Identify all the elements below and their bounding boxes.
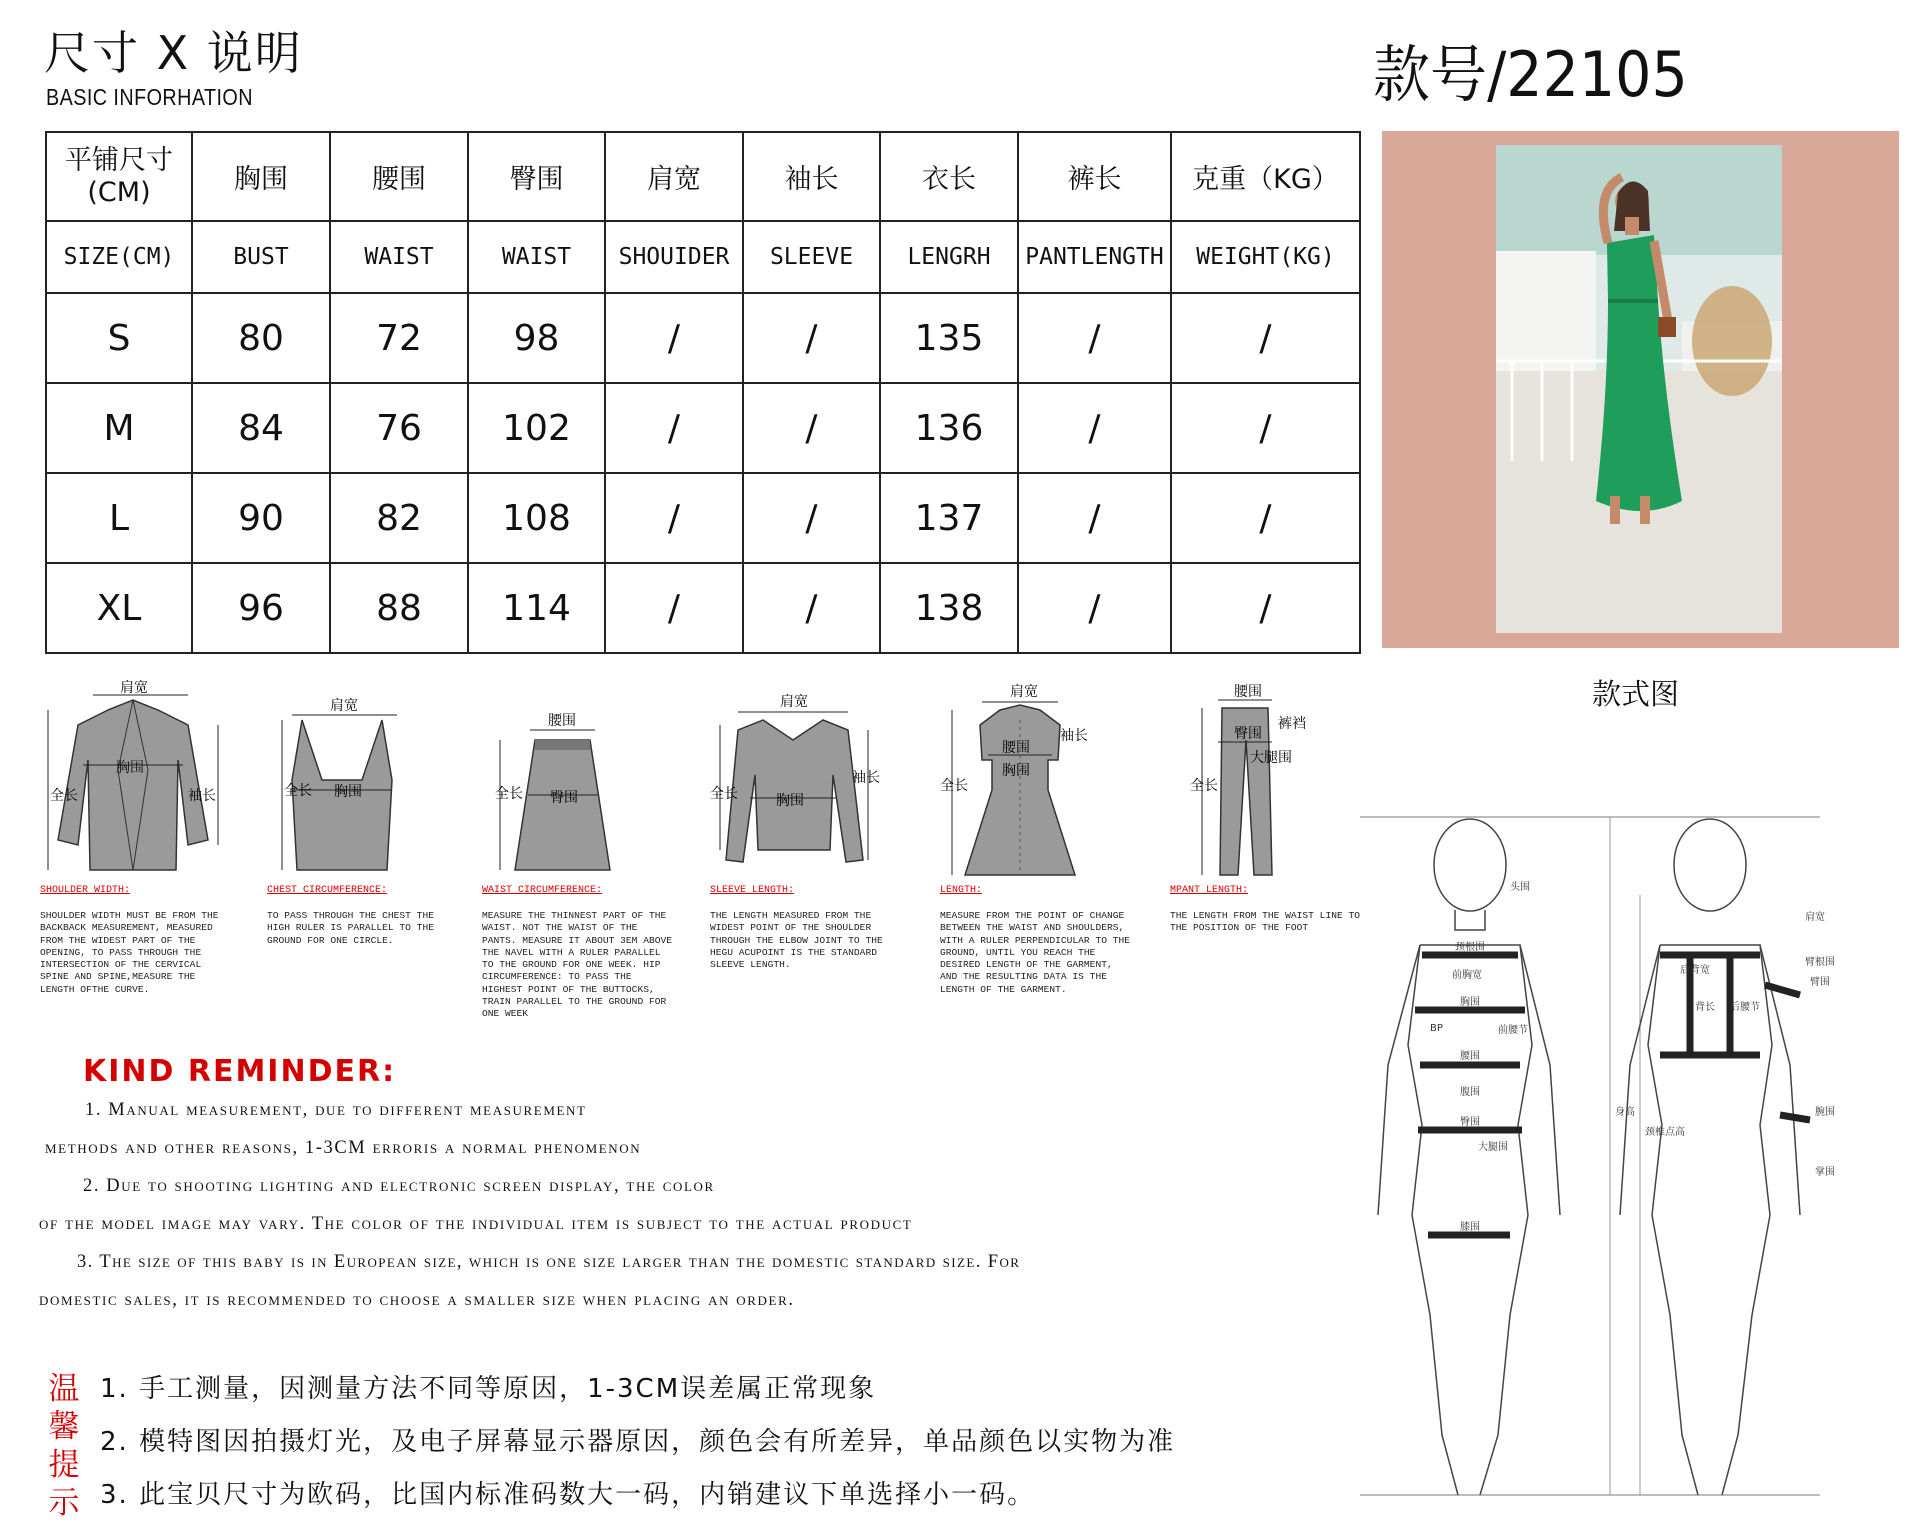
- size-label-cell: L: [46, 473, 192, 563]
- measurement-cell: 108: [468, 473, 605, 563]
- garment-description: THE LENGTH FROM THE WAIST LINE TO THE POSITION OF THE FOOT: [1170, 910, 1360, 934]
- garment-description: TO PASS THROUGH THE CHEST THE HIGH RULER IS PARALLEL TO THE GROUND FOR ONE CIRCLE.: [267, 910, 434, 946]
- reminder-line: 1. Manual measurement, due to different measurement: [85, 1100, 587, 1120]
- body-label: 头围: [1510, 882, 1530, 893]
- table-row: [46, 473, 1360, 563]
- garment-label: 肩宽: [780, 694, 808, 710]
- header-cell-cn: 袖长: [743, 132, 880, 221]
- garment-jacket-diagram: [38, 680, 233, 880]
- body-label: 腰围: [1460, 1051, 1480, 1062]
- garment-label: 裤裆: [1278, 716, 1306, 732]
- measurement-cell: 96: [192, 563, 330, 653]
- garment-label: 腰围: [1234, 684, 1262, 700]
- garment-skirt-diagram: [480, 680, 640, 880]
- body-label: 后腰节: [1730, 1002, 1760, 1013]
- garment-label: 臀围: [1234, 726, 1262, 742]
- garment-label: 大腿围: [1250, 750, 1292, 766]
- header-cell-en: BUST: [192, 221, 330, 293]
- garment-description: MEASURE FROM THE POINT OF CHANGE BETWEEN THE WAIST AND SHOULDERS, WITH A RULER PERPENDICULAR TO THE GROUND, UNTIL YOU REACH THE DESIRED LENGTH OF THE GARMENT, AND THE RESULTING DATA IS THE LENGTH OF THE GARMENT.: [940, 910, 1130, 995]
- measurement-cell: 136: [880, 383, 1018, 473]
- header-cell-cn: 腰围: [330, 132, 468, 221]
- measurement-cell: /: [743, 563, 880, 653]
- garment-label: 全长: [940, 778, 968, 794]
- size-label-cell: XL: [46, 563, 192, 653]
- table-header-cn: [46, 132, 1360, 221]
- measurement-cell: 137: [880, 473, 1018, 563]
- warm-tips-char: 馨: [48, 1409, 80, 1445]
- table-row: [46, 383, 1360, 473]
- measurement-cell: 80: [192, 293, 330, 383]
- garment-label: 胸围: [334, 784, 362, 800]
- warm-tips-char: 提: [48, 1447, 80, 1483]
- reminder-line: of the model image may vary. The color of the individual item is subject to the actual product: [39, 1214, 913, 1234]
- garment-pants-diagram: [1190, 680, 1320, 880]
- page-title-en: BASIC INFORHATION: [46, 84, 253, 110]
- garment-dress-diagram: [940, 680, 1100, 880]
- garment-title: WAIST CIRCUMFERENCE:: [482, 885, 603, 896]
- body-label: 前腰节: [1498, 1025, 1528, 1036]
- body-label: 腹围: [1460, 1087, 1480, 1098]
- measurement-cell: 102: [468, 383, 605, 473]
- garment-label: 全长: [284, 783, 312, 799]
- measurement-cell: /: [1171, 473, 1360, 563]
- measurement-cell: 76: [330, 383, 468, 473]
- dress-icon: [940, 680, 1100, 880]
- measurement-cell: /: [1171, 563, 1360, 653]
- reminder-line: methods and other reasons, 1-3CM erroris a normal phenomenon: [45, 1138, 642, 1158]
- body-label: 臀围: [1460, 1117, 1480, 1128]
- header-cell-cn: 胸围: [192, 132, 330, 221]
- garment-label: 全长: [50, 788, 78, 804]
- body-label: BP: [1430, 1023, 1443, 1034]
- garment-title: LENGTH:: [940, 885, 983, 896]
- table-header-en: [46, 221, 1360, 293]
- garment-title: SHOULDER WIDTH:: [40, 885, 131, 896]
- garment-label: 袖长: [188, 788, 216, 804]
- header-cell-en: PANTLENGTH: [1018, 221, 1171, 293]
- header-cell-cn: 肩宽: [605, 132, 743, 221]
- measurement-cell: /: [743, 383, 880, 473]
- body-label: 颈椎点高: [1645, 1127, 1685, 1138]
- garment-label: 全长: [710, 786, 738, 802]
- measurement-cell: /: [1018, 563, 1171, 653]
- measurement-cell: /: [1018, 293, 1171, 383]
- measurement-cell: /: [743, 293, 880, 383]
- garment-label: 臀围: [550, 790, 578, 806]
- garment-label: 腰围: [1002, 740, 1030, 756]
- body-label: 肩宽: [1805, 912, 1825, 923]
- body-label: 背长: [1695, 1002, 1715, 1013]
- garment-description: THE LENGTH MEASURED FROM THE WIDEST POINT OF THE SHOULDER THROUGH THE ELBOW JOINT TO THE HEGU ACUPOINT IS THE STANDARD SLEEVE LENGTH.: [710, 910, 883, 971]
- cn-reminder-line: 2. 模特图因拍摄灯光，及电子屏幕显示器原因，颜色会有所差异，单品颜色以实物为准: [100, 1427, 1176, 1457]
- garment-description: SHOULDER WIDTH MUST BE FROM THE BACKBACK MEASUREMENT, MEASURED FROM THE WIDEST PART OF THE OPENING, TO PASS THROUGH THE INTERSECTION OF THE CERVICAL SPINE AND SPINE,MEASURE THE LENGTH OFTHE CURVE.: [40, 910, 219, 995]
- garment-label: 全长: [1190, 778, 1218, 794]
- body-label: 掌围: [1815, 1167, 1835, 1178]
- measurement-cell: 114: [468, 563, 605, 653]
- measurement-cell: /: [743, 473, 880, 563]
- cn-reminder-line: 1. 手工测量，因测量方法不同等原因，1-3CM误差属正常现象: [100, 1374, 877, 1404]
- model-photo-illustration: [1382, 131, 1899, 648]
- body-label: 大腿围: [1478, 1142, 1508, 1153]
- garment-title: MPANT LENGTH:: [1170, 885, 1249, 896]
- body-label: 臂围: [1810, 977, 1830, 988]
- garment-label: 全长: [495, 786, 523, 802]
- header-cell-en: WAIST: [330, 221, 468, 293]
- measurement-cell: 88: [330, 563, 468, 653]
- header-cell-cn: 克重（KG）: [1171, 132, 1360, 221]
- measurement-cell: 72: [330, 293, 468, 383]
- header-cell-en: SLEEVE: [743, 221, 880, 293]
- measurement-cell: 84: [192, 383, 330, 473]
- header-cell-en: SHOUIDER: [605, 221, 743, 293]
- style-number: 款号/22105: [1373, 38, 1688, 111]
- body-label: 颈根围: [1455, 942, 1485, 953]
- measurement-cell: 90: [192, 473, 330, 563]
- measurement-cell: 82: [330, 473, 468, 563]
- body-label: 前胸宽: [1452, 970, 1482, 981]
- body-label: 胸围: [1460, 997, 1480, 1008]
- body-label: 膝围: [1460, 1222, 1480, 1233]
- measurement-cell: /: [605, 563, 743, 653]
- header-cell-en: WAIST: [468, 221, 605, 293]
- size-label-cell: M: [46, 383, 192, 473]
- warm-tips-char: 温: [48, 1371, 80, 1407]
- garment-description: MEASURE THE THINNEST PART OF THE WAIST. NOT THE WAIST OF THE PANTS. MEASURE IT ABOUT 3EM ABOVE THE NAVEL WITH A RULER PARALLEL TO THE GROUND FOR ONE WEEK. HIP CIRCUMFERENCE: TO PASS THE HIGHEST POINT OF THE BUTTOCKS, TRAIN PARALLEL TO THE GROUND FOR ONE WEEK: [482, 910, 672, 1020]
- header-cell-cn: 裤长: [1018, 132, 1171, 221]
- garment-top-diagram: [262, 680, 422, 880]
- page-title-cn: 尺寸 X 说明: [44, 26, 303, 80]
- garment-label: 胸围: [776, 793, 804, 809]
- body-measurement-chart: [1360, 795, 1860, 1514]
- garment-label: 袖长: [1060, 728, 1088, 744]
- header-cell-cn: 衣长: [880, 132, 1018, 221]
- cn-reminder-line: 3. 此宝贝尺寸为欧码，比国内标准码数大一码，内销建议下单选择小一码。: [100, 1480, 1036, 1510]
- reminder-line: 2. Due to shooting lighting and electronic screen display, the color: [83, 1176, 715, 1196]
- measurement-cell: /: [605, 383, 743, 473]
- measurement-cell: /: [1018, 383, 1171, 473]
- tank-top-icon: [262, 680, 422, 880]
- reminder-line: domestic sales, it is recommended to choose a smaller size when placing an order.: [39, 1290, 795, 1310]
- garment-sweater-diagram: [708, 680, 888, 880]
- header-cell-en: SIZE(CM): [46, 221, 192, 293]
- measurement-cell: /: [605, 293, 743, 383]
- photo-caption: 款式图: [1592, 677, 1680, 711]
- body-label: 腕围: [1815, 1107, 1835, 1118]
- sweater-icon: [708, 680, 888, 880]
- garment-label: 胸围: [1002, 763, 1030, 779]
- body-label: 后背宽: [1680, 965, 1710, 976]
- measurement-cell: /: [605, 473, 743, 563]
- table-row: [46, 563, 1360, 653]
- measurement-cell: /: [1171, 383, 1360, 473]
- measurement-cell: /: [1171, 293, 1360, 383]
- warm-tips-label: [46, 1370, 82, 1522]
- product-photo: [1382, 131, 1899, 648]
- size-label-cell: S: [46, 293, 192, 383]
- garment-label: 腰围: [548, 713, 576, 729]
- garment-label: 肩宽: [1010, 684, 1038, 700]
- garment-label: 肩宽: [330, 698, 358, 714]
- garment-title: CHEST CIRCUMFERENCE:: [267, 885, 388, 896]
- reminder-line: 3. The size of this baby is in European size, which is one size larger than the domestic standard size. For: [77, 1252, 1021, 1272]
- header-cell-en: WEIGHT(KG): [1171, 221, 1360, 293]
- skirt-icon: [480, 680, 640, 880]
- measurement-cell: /: [1018, 473, 1171, 563]
- table-row: [46, 293, 1360, 383]
- measurement-cell: 138: [880, 563, 1018, 653]
- warm-tips-char: 示: [48, 1485, 80, 1521]
- body-figure-icon: [1360, 795, 1860, 1510]
- header-cell-cn: 平铺尺寸 (CM): [46, 132, 192, 221]
- pants-icon: [1190, 680, 1320, 880]
- measurement-cell: 98: [468, 293, 605, 383]
- header-cell-cn: 臀围: [468, 132, 605, 221]
- body-label: 臂根围: [1805, 957, 1835, 968]
- garment-label: 肩宽: [120, 680, 148, 696]
- garment-label: 袖长: [852, 770, 880, 786]
- jacket-icon: [38, 680, 233, 880]
- garment-title: SLEEVE LENGTH:: [710, 885, 795, 896]
- garment-label: 胸围: [116, 760, 144, 776]
- measurement-cell: 135: [880, 293, 1018, 383]
- header-cell-en: LENGRH: [880, 221, 1018, 293]
- body-label: 身高: [1615, 1107, 1635, 1118]
- kind-reminder-title: KIND REMINDER:: [83, 1054, 397, 1089]
- size-table: [45, 131, 1361, 654]
